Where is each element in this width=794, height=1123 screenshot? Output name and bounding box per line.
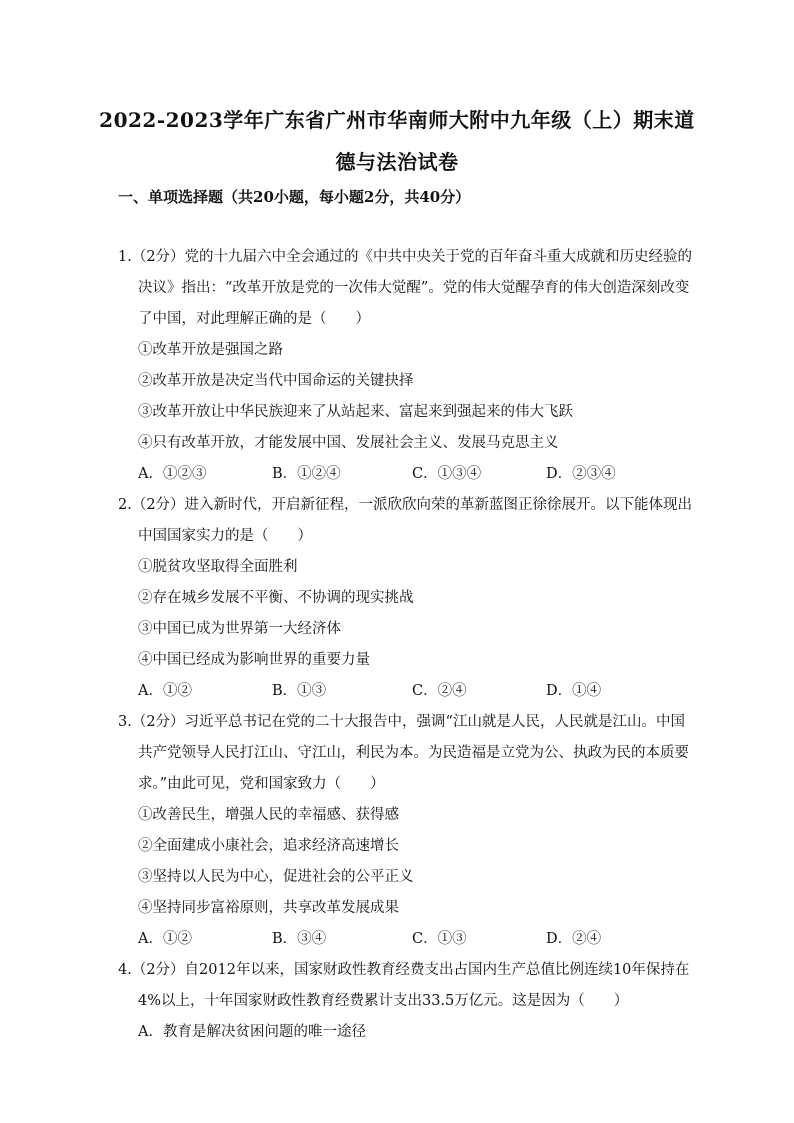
- exam-title-line1: 2022-2023学年广东省广州市华南师大附中九年级（上）期末道: [99, 108, 695, 132]
- q1-option-a: A．①②③: [138, 466, 207, 482]
- q4-stem-line2: 4%以上，十年国家财政性教育经费累计支出33.5万亿元。这是因为（ ）: [138, 993, 629, 1009]
- q1-statement-1: ①改革开放是强国之路: [138, 342, 283, 358]
- q1-statement-2: ②改革开放是决定当代中国命运的关键抉择: [138, 373, 414, 389]
- q2-option-b: B．①③: [272, 683, 327, 699]
- q3-stem-line3: 求。”由此可见，党和国家致力（ ）: [138, 776, 385, 792]
- q1-statement-4: ④只有改革开放，才能发展中国、发展社会主义、发展马克思主义: [138, 435, 559, 451]
- q3-stem-line2: 共产党领导人民打江山、守江山，利民为本。为民造福是立党为公、执政为民的本质要: [138, 745, 689, 761]
- q3-stem-line1: 3.（2分）习近平总书记在党的二十大报告中，强调“江山就是人民，人民就是江山。中国: [118, 714, 685, 730]
- q3-option-b: B．③④: [272, 931, 327, 947]
- q3-statement-4: ④坚持同步富裕原则，共享改革发展成果: [138, 900, 399, 916]
- q3-option-d: D．②④: [546, 931, 602, 947]
- section-heading: 一、单项选择题（共20小题，每小题2分，共40分）: [118, 188, 471, 206]
- exam-title-line2: 德与法治试卷: [335, 150, 459, 174]
- q4-stem-line1: 4.（2分）自2012年以来，国家财政性教育经费支出占国内生产总值比例连续10年保持在: [118, 962, 690, 978]
- q2-option-c: C．②④: [412, 683, 467, 699]
- q3-statement-1: ①改善民生，增强人民的幸福感、获得感: [138, 807, 399, 823]
- q3-option-a: A．①②: [138, 931, 192, 947]
- q3-statement-2: ②全面建成小康社会，追求经济高速增长: [138, 838, 399, 854]
- q2-statement-4: ④中国已经成为影响世界的重要力量: [138, 652, 370, 668]
- q2-stem-line2: 中国国家实力的是（ ）: [138, 528, 312, 544]
- q3-option-c: C．①③: [412, 931, 467, 947]
- q2-option-a: A．①②: [138, 683, 192, 699]
- q2-statement-3: ③中国已成为世界第一大经济体: [138, 621, 341, 637]
- q1-stem-line3: 了中国，对此理解正确的是（ ）: [138, 311, 370, 327]
- q4-option-a: A．教育是解决贫困问题的唯一途径: [138, 1024, 366, 1040]
- q3-statement-3: ③坚持以人民为中心，促进社会的公平正义: [138, 869, 414, 885]
- q2-option-d: D．①④: [546, 683, 602, 699]
- q1-statement-3: ③改革开放让中华民族迎来了从站起来、富起来到强起来的伟大飞跃: [138, 404, 573, 420]
- q1-stem-line2: 决议》指出：“改革开放是党的一次伟大觉醒”。党的伟大觉醒孕育的伟大创造深刻改变: [138, 280, 690, 296]
- q1-stem-line1: 1.（2分）党的十九届六中全会通过的《中共中央关于党的百年奋斗重大成就和历史经验的: [118, 249, 693, 265]
- q1-option-b: B．①②④: [272, 466, 341, 482]
- q1-option-c: C．①③④: [412, 466, 482, 482]
- q2-statement-1: ①脱贫攻坚取得全面胜利: [138, 559, 298, 575]
- q2-statement-2: ②存在城乡发展不平衡、不协调的现实挑战: [138, 590, 414, 606]
- q2-stem-line1: 2.（2分）进入新时代，开启新征程，一派欣欣向荣的革新蓝图正徐徐展开。以下能体现出: [118, 497, 693, 513]
- q1-option-d: D．②③④: [546, 466, 616, 482]
